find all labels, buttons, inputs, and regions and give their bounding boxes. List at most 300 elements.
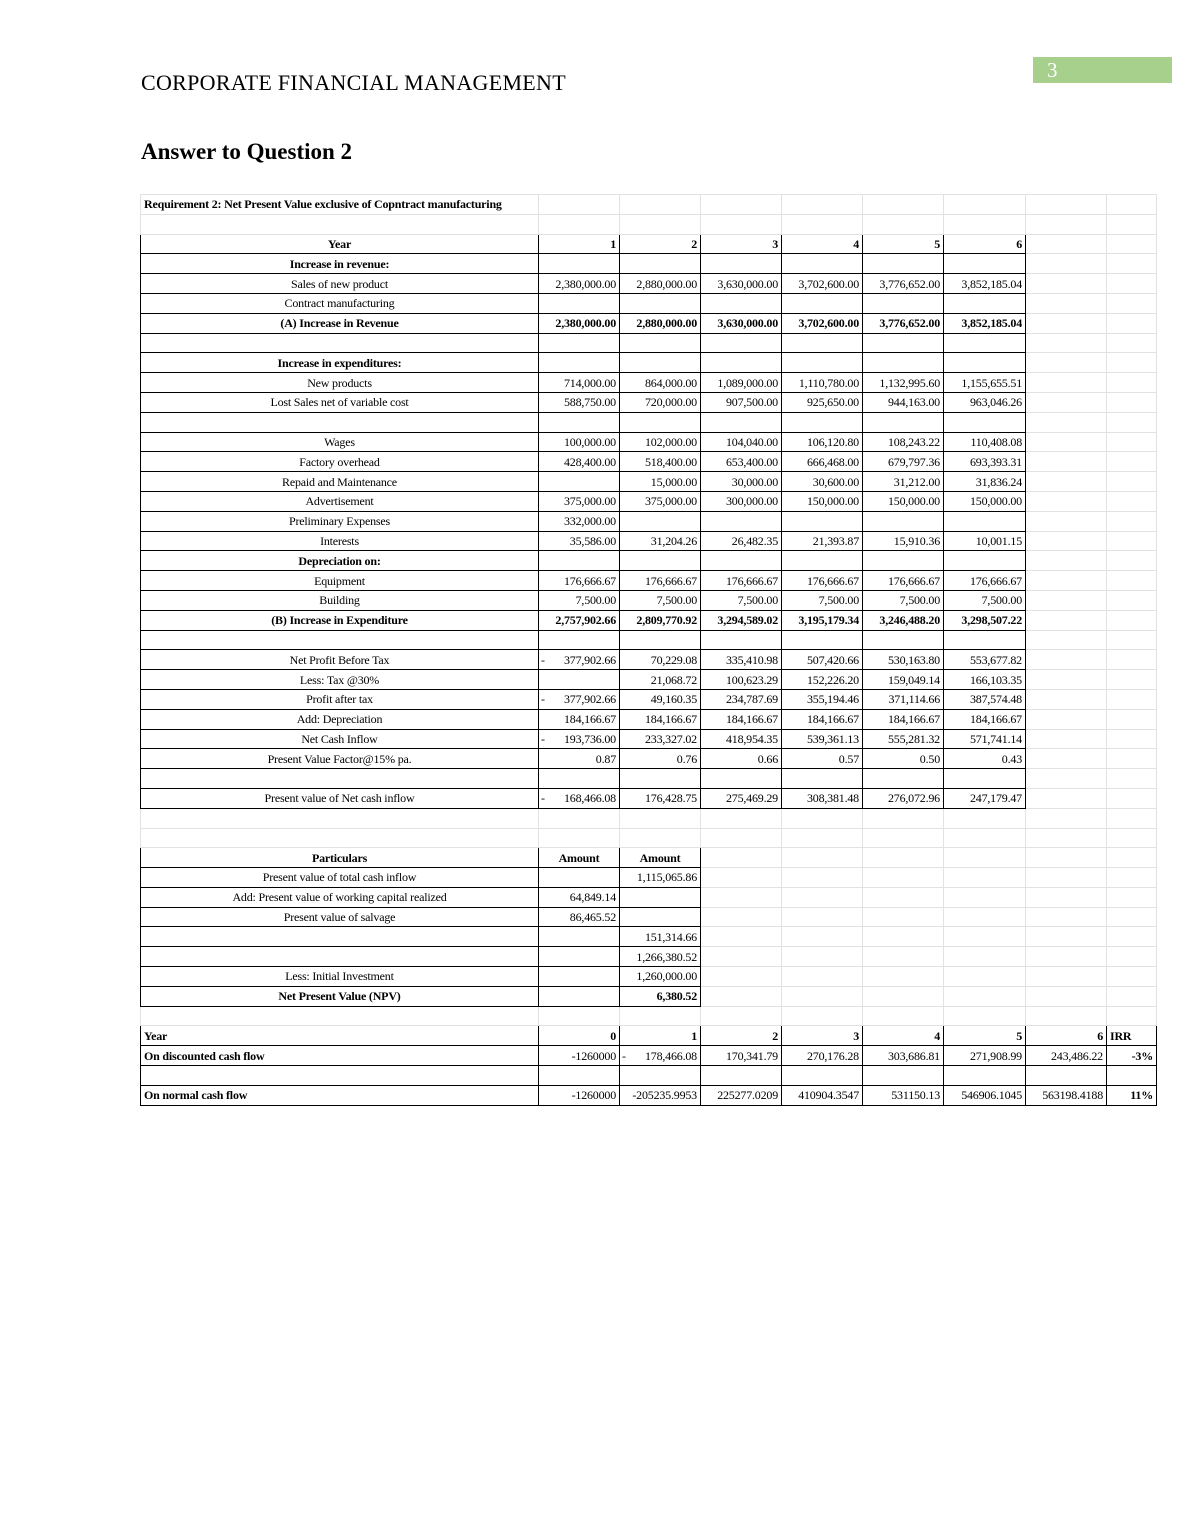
row-value: 530,163.80	[863, 650, 944, 670]
amount-1: 86,465.52	[539, 907, 620, 927]
row-value: 150,000.00	[944, 491, 1026, 511]
row-value: 0.50	[863, 749, 944, 769]
row-value: 0.43	[944, 749, 1026, 769]
row-value: 176,666.67	[863, 571, 944, 591]
row-value	[782, 333, 863, 353]
empty-cell	[1026, 927, 1107, 947]
row-value: 166,103.35	[944, 670, 1026, 690]
row-value: 35,586.00	[539, 531, 620, 551]
empty-cell	[620, 808, 701, 828]
particulars-row	[141, 947, 1157, 967]
empty-cell	[863, 887, 944, 907]
empty-cell	[1026, 887, 1107, 907]
particulars-label: Net Present Value (NPV)	[141, 986, 539, 1006]
row-value: 7,500.00	[701, 590, 782, 610]
empty-cell	[1107, 670, 1157, 690]
row-value	[701, 412, 782, 432]
empty-cell	[1107, 927, 1157, 947]
empty-cell	[863, 1006, 944, 1026]
row-value: 2,809,770.92	[620, 610, 701, 630]
normal-value: 546906.1045	[944, 1085, 1026, 1105]
irr-blank-row	[141, 1066, 1157, 1086]
empty-cell	[1026, 650, 1107, 670]
empty-cell	[863, 848, 944, 868]
empty-cell	[141, 1006, 539, 1026]
empty-cell	[1026, 214, 1107, 234]
amount-2: 1,260,000.00	[620, 967, 701, 987]
year-3: 3	[701, 234, 782, 254]
row-label: Present value of Net cash inflow	[141, 788, 539, 808]
empty-cell	[620, 195, 701, 215]
row-value: 539,361.13	[782, 729, 863, 749]
particulars-header-row	[141, 848, 1157, 868]
empty-cell	[1107, 392, 1157, 412]
row-label: Depreciation on:	[141, 551, 539, 571]
row-value: 150,000.00	[782, 491, 863, 511]
row-value: 3,630,000.00	[701, 313, 782, 333]
empty-cell	[1026, 986, 1107, 1006]
row-value: 335,410.98	[701, 650, 782, 670]
empty-cell	[1026, 689, 1107, 709]
empty-cell	[1026, 1066, 1107, 1086]
empty-cell	[1107, 472, 1157, 492]
row-value	[863, 412, 944, 432]
row-value: 653,400.00	[701, 452, 782, 472]
npv-header-row	[141, 234, 1157, 254]
row-value: 507,420.66	[782, 650, 863, 670]
empty-cell	[701, 868, 782, 888]
row-label: Increase in revenue:	[141, 254, 539, 274]
row-value: 176,666.67	[539, 571, 620, 591]
row-value: 184,166.67	[539, 709, 620, 729]
row-value: 555,281.32	[863, 729, 944, 749]
row-value: 3,195,179.34	[782, 610, 863, 630]
irr-normal-row	[141, 1085, 1157, 1105]
row-value	[620, 293, 701, 313]
row-value: 108,243.22	[863, 432, 944, 452]
npv-row	[141, 254, 1157, 274]
row-value: 428,400.00	[539, 452, 620, 472]
normal-irr: 11%	[1107, 1085, 1157, 1105]
row-label: Less: Tax @30%	[141, 670, 539, 690]
row-value: 907,500.00	[701, 392, 782, 412]
empty-cell	[1107, 274, 1157, 294]
npv-row	[141, 689, 1157, 709]
empty-cell	[701, 828, 782, 848]
discounted-irr: -3%	[1107, 1046, 1157, 1066]
amount-1	[539, 947, 620, 967]
row-value: 100,000.00	[539, 432, 620, 452]
amount-2	[620, 907, 701, 927]
particulars-row	[141, 887, 1157, 907]
empty-cell	[1107, 907, 1157, 927]
row-value: 49,160.35	[620, 689, 701, 709]
empty-cell	[1107, 689, 1157, 709]
row-value	[863, 353, 944, 373]
row-value: 375,000.00	[620, 491, 701, 511]
empty-cell	[1107, 590, 1157, 610]
row-value	[620, 551, 701, 571]
row-value: 31,204.26	[620, 531, 701, 551]
row-value	[701, 551, 782, 571]
particulars-label: Present value of total cash inflow	[141, 868, 539, 888]
empty-cell	[539, 808, 620, 828]
row-value	[539, 729, 620, 749]
row-value: 31,212.00	[863, 472, 944, 492]
normal-value: -205235.9953	[620, 1085, 701, 1105]
row-label	[141, 630, 539, 650]
row-value: 7,500.00	[863, 590, 944, 610]
particulars-row	[141, 927, 1157, 947]
npv-row	[141, 571, 1157, 591]
empty-cell	[1107, 808, 1157, 828]
row-value: 30,000.00	[701, 472, 782, 492]
row-label: Interests	[141, 531, 539, 551]
empty-cell	[539, 195, 620, 215]
row-value: 2,380,000.00	[539, 313, 620, 333]
row-value	[539, 293, 620, 313]
row-value: 7,500.00	[944, 590, 1026, 610]
row-value	[944, 353, 1026, 373]
row-value	[539, 670, 620, 690]
row-value: 308,381.48	[782, 788, 863, 808]
row-value	[539, 412, 620, 432]
empty-cell	[1107, 967, 1157, 987]
row-value	[539, 630, 620, 650]
empty-cell	[1107, 650, 1157, 670]
row-value	[782, 769, 863, 789]
row-value: 7,500.00	[539, 590, 620, 610]
irr-year-header: Year	[141, 1026, 539, 1046]
row-value: 184,166.67	[782, 709, 863, 729]
empty-cell	[1107, 571, 1157, 591]
npv-row	[141, 610, 1157, 630]
empty-cell	[782, 868, 863, 888]
cell-value: 377,902.66	[563, 692, 616, 707]
empty-cell	[1026, 373, 1107, 393]
empty-cell	[1026, 848, 1107, 868]
row-label: Building	[141, 590, 539, 610]
irr-header: IRR	[1107, 1026, 1157, 1046]
row-value	[539, 472, 620, 492]
empty-cell	[701, 947, 782, 967]
empty-cell	[863, 986, 944, 1006]
npv-row	[141, 452, 1157, 472]
empty-cell	[1026, 808, 1107, 828]
empty-cell	[1026, 313, 1107, 333]
row-value: 2,880,000.00	[620, 274, 701, 294]
row-value: 571,741.14	[944, 729, 1026, 749]
empty-cell	[1026, 709, 1107, 729]
row-value: 150,000.00	[863, 491, 944, 511]
empty-cell	[1107, 511, 1157, 531]
empty-cell	[1026, 769, 1107, 789]
empty-cell	[539, 1006, 620, 1026]
empty-cell	[1026, 491, 1107, 511]
empty-cell	[141, 828, 539, 848]
empty-cell	[782, 986, 863, 1006]
row-value	[782, 551, 863, 571]
row-value: 371,114.66	[863, 689, 944, 709]
empty-cell	[944, 986, 1026, 1006]
empty-cell	[701, 967, 782, 987]
empty-cell	[620, 1006, 701, 1026]
row-value: 3,776,652.00	[863, 313, 944, 333]
amount-1	[539, 927, 620, 947]
row-value	[863, 769, 944, 789]
row-value: 0.57	[782, 749, 863, 769]
amount-2: 1,115,065.86	[620, 868, 701, 888]
row-label: Preliminary Expenses	[141, 511, 539, 531]
row-value: 176,666.67	[620, 571, 701, 591]
row-value: 588,750.00	[539, 392, 620, 412]
row-value: 247,179.47	[944, 788, 1026, 808]
empty-cell	[1026, 432, 1107, 452]
row-label	[141, 412, 539, 432]
empty-cell	[1026, 907, 1107, 927]
row-value: 3,702,600.00	[782, 313, 863, 333]
row-value: 3,776,652.00	[863, 274, 944, 294]
row-value: 21,393.87	[782, 531, 863, 551]
empty-cell	[782, 828, 863, 848]
empty-cell	[1026, 868, 1107, 888]
row-label: Lost Sales net of variable cost	[141, 392, 539, 412]
empty-cell	[1026, 828, 1107, 848]
empty-cell	[944, 214, 1026, 234]
amount-1	[539, 986, 620, 1006]
npv-row	[141, 491, 1157, 511]
empty-cell	[1107, 610, 1157, 630]
empty-cell	[782, 967, 863, 987]
section-heading: Answer to Question 2	[141, 139, 353, 164]
discounted-value: 243,486.22	[1026, 1046, 1107, 1066]
particulars-label: Add: Present value of working capital realized	[141, 887, 539, 907]
amount-2: 1,266,380.52	[620, 947, 701, 967]
row-value: 176,666.67	[944, 571, 1026, 591]
amount-1	[539, 967, 620, 987]
row-value	[782, 630, 863, 650]
row-value: 693,393.31	[944, 452, 1026, 472]
npv-row	[141, 630, 1157, 650]
row-value: 3,852,185.04	[944, 274, 1026, 294]
empty-cell	[782, 1066, 863, 1086]
row-label: Net Cash Inflow	[141, 729, 539, 749]
cell-value: 168,466.08	[563, 791, 616, 806]
row-value	[701, 511, 782, 531]
npv-row	[141, 412, 1157, 432]
empty-cell	[782, 214, 863, 234]
row-value: 276,072.96	[863, 788, 944, 808]
row-value: 418,954.35	[701, 729, 782, 749]
npv-row	[141, 373, 1157, 393]
row-value: 15,000.00	[620, 472, 701, 492]
row-value: 0.87	[539, 749, 620, 769]
particulars-row	[141, 868, 1157, 888]
running-header: CORPORATE FINANCIAL MANAGEMENT	[141, 70, 566, 95]
row-value: 375,000.00	[539, 491, 620, 511]
empty-cell	[701, 1066, 782, 1086]
discounted-value: 270,176.28	[782, 1046, 863, 1066]
empty-cell	[782, 1006, 863, 1026]
row-value: 102,000.00	[620, 432, 701, 452]
row-value	[620, 254, 701, 274]
row-value: 714,000.00	[539, 373, 620, 393]
empty-cell	[1107, 828, 1157, 848]
normal-value: 410904.3547	[782, 1085, 863, 1105]
empty-cell	[863, 967, 944, 987]
blank-row	[141, 808, 1157, 828]
row-label: Net Profit Before Tax	[141, 650, 539, 670]
row-value	[620, 511, 701, 531]
amount-2	[620, 887, 701, 907]
empty-cell	[620, 828, 701, 848]
row-label: (A) Increase in Revenue	[141, 313, 539, 333]
empty-cell	[782, 927, 863, 947]
particulars-label: Present value of salvage	[141, 907, 539, 927]
empty-cell	[1026, 551, 1107, 571]
empty-cell	[863, 907, 944, 927]
row-value: 355,194.46	[782, 689, 863, 709]
particulars-label	[141, 947, 539, 967]
empty-cell	[944, 967, 1026, 987]
row-value: 3,630,000.00	[701, 274, 782, 294]
row-label	[141, 333, 539, 353]
row-label: Equipment	[141, 571, 539, 591]
particulars-label	[141, 927, 539, 947]
year-6: 6	[944, 234, 1026, 254]
row-value	[863, 551, 944, 571]
row-value	[782, 353, 863, 373]
row-value	[944, 551, 1026, 571]
cell-value: 178,466.08	[644, 1048, 697, 1063]
row-value: 10,001.15	[944, 531, 1026, 551]
row-value: 2,380,000.00	[539, 274, 620, 294]
empty-cell	[1026, 195, 1107, 215]
page-number: 3	[1047, 58, 1058, 82]
empty-cell	[863, 828, 944, 848]
row-value: 2,880,000.00	[620, 313, 701, 333]
row-value	[701, 353, 782, 373]
row-value: 3,246,488.20	[863, 610, 944, 630]
row-value: 3,852,185.04	[944, 313, 1026, 333]
row-value	[863, 293, 944, 313]
row-value	[782, 254, 863, 274]
irr-year-0: 0	[539, 1026, 620, 1046]
negative-sign: -	[541, 791, 545, 806]
row-value	[701, 630, 782, 650]
empty-cell	[863, 947, 944, 967]
empty-cell	[1026, 412, 1107, 432]
empty-cell	[1107, 788, 1157, 808]
normal-value: -1260000	[539, 1085, 620, 1105]
row-value: 106,120.80	[782, 432, 863, 452]
row-label: (B) Increase in Expenditure	[141, 610, 539, 630]
empty-cell	[1107, 551, 1157, 571]
spreadsheet	[140, 194, 1157, 1106]
empty-cell	[1107, 1006, 1157, 1026]
row-value: 184,166.67	[944, 709, 1026, 729]
row-value	[539, 551, 620, 571]
npv-row	[141, 769, 1157, 789]
row-value	[863, 630, 944, 650]
empty-cell	[782, 195, 863, 215]
row-label: Advertisement	[141, 491, 539, 511]
empty-cell	[1026, 1006, 1107, 1026]
row-value: 15,910.36	[863, 531, 944, 551]
npv-row	[141, 590, 1157, 610]
normal-label: On normal cash flow	[141, 1085, 539, 1105]
particulars-label: Less: Initial Investment	[141, 967, 539, 987]
row-value	[782, 412, 863, 432]
row-label: Increase in expenditures:	[141, 353, 539, 373]
normal-value: 531150.13	[863, 1085, 944, 1105]
empty-cell	[620, 214, 701, 234]
row-value: 1,110,780.00	[782, 373, 863, 393]
requirement-title-row	[141, 195, 1157, 215]
empty-cell	[701, 1006, 782, 1026]
empty-cell	[539, 1066, 620, 1086]
row-label: Wages	[141, 432, 539, 452]
empty-cell	[944, 947, 1026, 967]
empty-cell	[1107, 630, 1157, 650]
npv-row	[141, 670, 1157, 690]
row-value: 553,677.82	[944, 650, 1026, 670]
empty-cell	[1107, 709, 1157, 729]
row-value: 184,166.67	[863, 709, 944, 729]
npv-row	[141, 650, 1157, 670]
particulars-row	[141, 907, 1157, 927]
empty-cell	[1107, 749, 1157, 769]
particulars-header: Particulars	[141, 848, 539, 868]
empty-cell	[944, 927, 1026, 947]
row-value	[944, 412, 1026, 432]
empty-cell	[1107, 848, 1157, 868]
npv-row	[141, 274, 1157, 294]
npv-row	[141, 511, 1157, 531]
row-label: Add: Depreciation	[141, 709, 539, 729]
empty-cell	[1107, 769, 1157, 789]
row-value: 275,469.29	[701, 788, 782, 808]
row-value	[539, 689, 620, 709]
empty-cell	[1026, 392, 1107, 412]
empty-cell	[701, 887, 782, 907]
row-value: 104,040.00	[701, 432, 782, 452]
row-value	[539, 788, 620, 808]
row-value	[944, 769, 1026, 789]
cell-value: 377,902.66	[563, 652, 616, 667]
amount-2: 6,380.52	[620, 986, 701, 1006]
blank-row	[141, 214, 1157, 234]
row-value	[620, 412, 701, 432]
empty-cell	[1026, 967, 1107, 987]
row-value: 152,226.20	[782, 670, 863, 690]
requirement-title: Requirement 2: Net Present Value exclusive of Copntract manufacturing	[141, 195, 539, 215]
discounted-value: -1260000	[539, 1046, 620, 1066]
npv-row	[141, 749, 1157, 769]
empty-cell	[944, 887, 1026, 907]
empty-cell	[1026, 511, 1107, 531]
row-value	[863, 333, 944, 353]
empty-cell	[701, 214, 782, 234]
row-value	[782, 293, 863, 313]
row-value: 233,327.02	[620, 729, 701, 749]
empty-cell	[701, 927, 782, 947]
row-value	[701, 769, 782, 789]
row-value	[539, 254, 620, 274]
empty-cell	[944, 195, 1026, 215]
row-value: 110,408.08	[944, 432, 1026, 452]
normal-value: 563198.4188	[1026, 1085, 1107, 1105]
